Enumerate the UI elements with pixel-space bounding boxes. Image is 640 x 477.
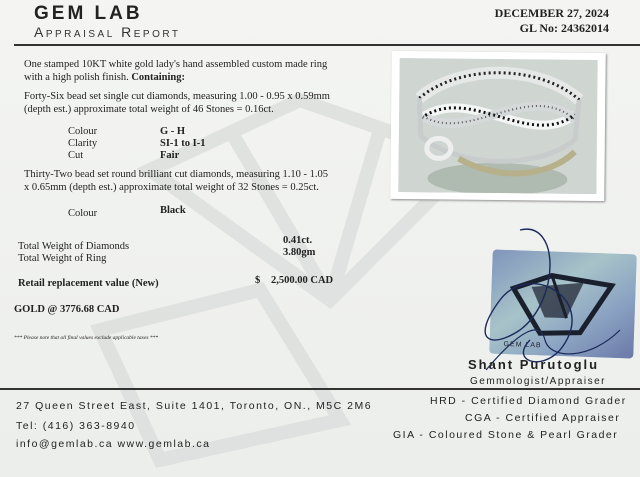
report-date: DECEMBER 27, 2024 (494, 6, 609, 20)
gl-number: GL No: 24362014 (519, 21, 609, 35)
credential-hrd: HRD - Certified Diamond Grader (430, 395, 627, 407)
description-line-2-text: with a high polish finish. (24, 71, 129, 83)
colour-label: Colour (68, 126, 98, 137)
footer-phone: Tel: (416) 363-8940 (16, 420, 136, 432)
black-colour-label: Colour (68, 208, 98, 219)
footer-address: 27 Queen Street East, Suite 1401, Toronto, ON., M5C 2M6 (16, 400, 373, 412)
white-diamonds-line-1: Forty-Six bead set single cut diamonds, measuring 1.00 - 0.95 x 0.59mm (24, 91, 330, 102)
black-colour-value: Black (160, 205, 186, 216)
brand-logo: GEM LAB (34, 3, 143, 24)
credential-cga: CGA - Certified Appraiser (465, 412, 621, 424)
appraiser-name: Shant Purutoglu (468, 357, 600, 372)
currency-symbol: $ (255, 275, 261, 286)
white-diamonds-line-2: (depth est.) approximate total weight of 46 Stones = 0.16ct. (24, 103, 274, 115)
black-diamonds-line-1: Thirty-Two bead set round brilliant cut diamonds, measuring 1.10 - 1.05 (24, 169, 328, 180)
total-ring-value: 3.80gm (283, 247, 316, 258)
cut-value: Fair (160, 150, 180, 161)
colour-value: G - H (160, 126, 186, 137)
containing-label: Containing: (131, 71, 186, 83)
total-ring-label: Total Weight of Ring (18, 253, 107, 264)
tax-note: *** Please note that all final values exclude applicable taxes *** (14, 335, 159, 341)
clarity-value: SI-1 to I-1 (160, 138, 206, 149)
total-diamonds-label: Total Weight of Diamonds (18, 241, 130, 252)
svg-text:GEM LAB: GEM LAB (503, 340, 542, 350)
gold-price: GOLD @ 3776.68 CAD (14, 304, 120, 315)
description-line-1: One stamped 10KT white gold lady's hand assembled custom made ring (24, 59, 328, 70)
retail-value-amount: 2,500.00 CAD (271, 275, 334, 286)
clarity-label: Clarity (68, 138, 98, 149)
retail-value-label: Retail replacement value (New) (18, 278, 159, 289)
report-subtitle: Appraisal Report (34, 24, 181, 40)
appraiser-title: Gemmologist/Appraiser (470, 376, 606, 387)
footer-rule (0, 388, 640, 390)
total-diamonds-value: 0.41ct. (283, 235, 313, 246)
footer-web: info@gemlab.ca www.gemlab.ca (16, 438, 211, 450)
credential-gia: GIA - Coloured Stone & Pearl Grader (393, 429, 619, 441)
cut-label: Cut (68, 150, 84, 161)
black-diamonds-line-2: x 0.65mm (depth est.) approximate total weight of 32 Stones = 0.25ct. (24, 181, 319, 193)
